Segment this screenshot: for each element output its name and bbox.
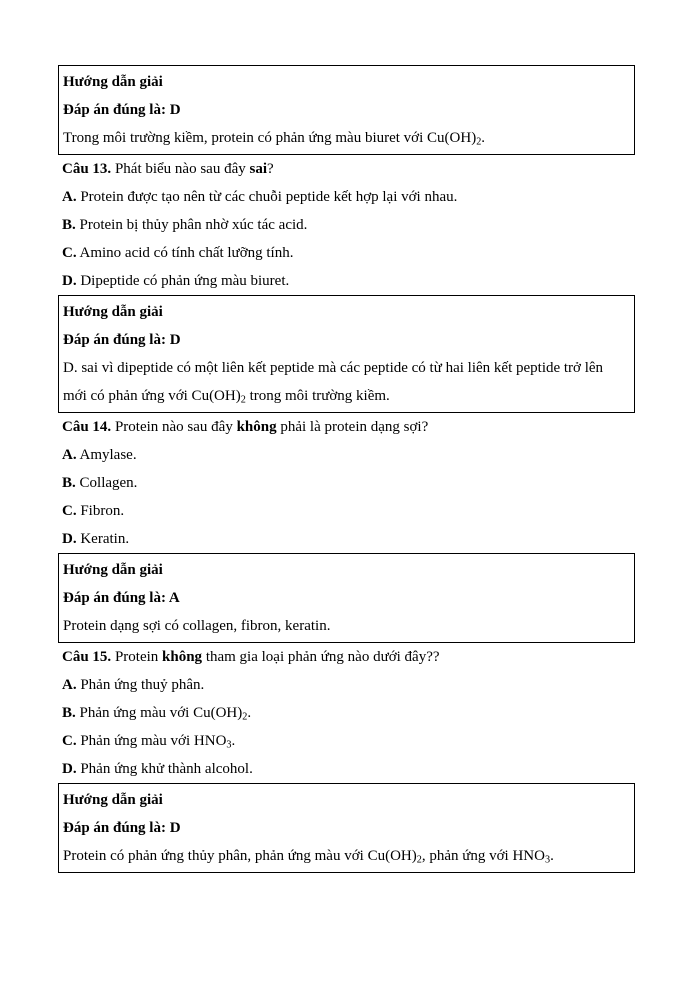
text-run: Dipeptide có phản ứng màu biuret. — [76, 273, 290, 289]
explanation-line — [63, 612, 629, 640]
option-b — [62, 469, 630, 497]
text-run: Phản ứng màu với HNO — [76, 733, 227, 749]
option-c — [62, 727, 630, 755]
question-15 — [58, 643, 635, 783]
option-c — [62, 239, 630, 267]
text-run: Protein bị thủy phân nhờ xúc tác acid. — [75, 217, 308, 233]
text-run: Fibron. — [76, 503, 125, 519]
subscript-text: 2 — [416, 854, 422, 866]
explanation-line — [63, 124, 629, 152]
question-stem — [62, 155, 630, 183]
option-a — [62, 671, 630, 699]
subscript-text: 2 — [240, 394, 246, 406]
bold-text: A. — [62, 189, 77, 205]
bold-text: C. — [62, 245, 77, 261]
bold-text: D. — [62, 761, 77, 777]
text-run: Protein nào sau đây — [111, 419, 237, 435]
solution-heading — [63, 68, 629, 96]
solution-box-4 — [58, 783, 635, 873]
bold-text: B. — [62, 705, 76, 721]
bold-text: B. — [62, 217, 76, 233]
text-run: . — [481, 130, 486, 146]
document-body — [58, 65, 635, 873]
answer-line — [63, 814, 629, 842]
text-run: Protein — [111, 649, 163, 665]
bold-text: không — [162, 649, 203, 665]
option-b — [62, 211, 630, 239]
bold-text: Hướng dẫn giải — [63, 792, 163, 808]
text-run: D. sai vì dipeptide có một liên kết peptide mà các peptide có từ hai liên kết peptide trở lên mới có phản ứng với Cu(OH) — [63, 360, 604, 404]
bold-text: Đáp án đúng là: D — [63, 102, 181, 118]
bold-text: Câu 14. — [62, 419, 112, 435]
bold-text: Hướng dẫn giải — [63, 562, 163, 578]
text-run: Protein được tạo nên từ các chuỗi peptide kết hợp lại với nhau. — [76, 189, 458, 205]
text-run: . — [231, 733, 236, 749]
text-run: Protein dạng sợi có collagen, fibron, keratin. — [63, 618, 331, 634]
text-run: ? — [267, 161, 274, 177]
solution-heading — [63, 556, 629, 584]
solution-heading — [63, 298, 629, 326]
text-run: . — [247, 705, 252, 721]
question-stem — [62, 413, 630, 441]
text-run: Trong môi trường kiềm, protein có phản ứng màu biuret với Cu(OH) — [63, 130, 477, 146]
text-run: Amylase. — [76, 447, 137, 463]
solution-box-3 — [58, 553, 635, 643]
bold-text: Câu 13. — [62, 161, 112, 177]
text-run: Amino acid có tính chất lưỡng tính. — [76, 245, 294, 261]
text-run: Phản ứng màu với Cu(OH) — [75, 705, 243, 721]
subscript-text: 2 — [242, 711, 248, 723]
bold-text: D. — [62, 273, 77, 289]
text-run: Phát biểu nào sau đây — [111, 161, 250, 177]
option-c — [62, 497, 630, 525]
option-d — [62, 525, 630, 553]
subscript-text: 3 — [544, 854, 551, 866]
solution-heading — [63, 786, 629, 814]
question-stem — [62, 643, 630, 671]
solution-box-2 — [58, 295, 635, 413]
text-run: Keratin. — [76, 531, 130, 547]
text-run: Collagen. — [75, 475, 138, 491]
bold-text: không — [236, 419, 277, 435]
subscript-text: 2 — [476, 136, 482, 148]
text-run: Phản ứng khử thành alcohol. — [76, 761, 253, 777]
bold-text: Đáp án đúng là: D — [63, 820, 181, 836]
solution-box-1 — [58, 65, 635, 155]
option-d — [62, 755, 630, 783]
bold-text: B. — [62, 475, 76, 491]
answer-line — [63, 584, 629, 612]
bold-text: Hướng dẫn giải — [63, 304, 163, 320]
bold-text: A. — [62, 677, 77, 693]
text-run: Phản ứng thuỷ phân. — [76, 677, 205, 693]
text-run: phải là protein dạng sợi? — [276, 419, 429, 435]
option-d — [62, 267, 630, 295]
bold-text: C. — [62, 503, 77, 519]
explanation-line — [63, 842, 629, 870]
text-run: . — [550, 848, 554, 864]
option-a — [62, 183, 630, 211]
bold-text: C. — [62, 733, 77, 749]
bold-text: Đáp án đúng là: D — [63, 332, 181, 348]
answer-line — [63, 326, 629, 354]
option-b — [62, 699, 630, 727]
bold-text: D. — [62, 531, 77, 547]
bold-text: Câu 15. — [62, 649, 112, 665]
text-run: tham gia loại phản ứng nào dưới đây?? — [202, 649, 440, 665]
text-run: , phản ứng với HNO — [421, 848, 545, 864]
question-13 — [58, 155, 635, 295]
text-run: trong môi trường kiềm. — [245, 388, 390, 404]
explanation-line — [63, 354, 629, 410]
bold-text: A. — [62, 447, 77, 463]
bold-text: sai — [249, 161, 268, 177]
bold-text: Hướng dẫn giải — [63, 74, 163, 90]
answer-line — [63, 96, 629, 124]
subscript-text: 3 — [226, 739, 232, 751]
option-a — [62, 441, 630, 469]
question-14 — [58, 413, 635, 553]
text-run: Protein có phản ứng thủy phân, phản ứng màu với Cu(OH) — [63, 848, 417, 864]
bold-text: Đáp án đúng là: A — [63, 590, 180, 606]
